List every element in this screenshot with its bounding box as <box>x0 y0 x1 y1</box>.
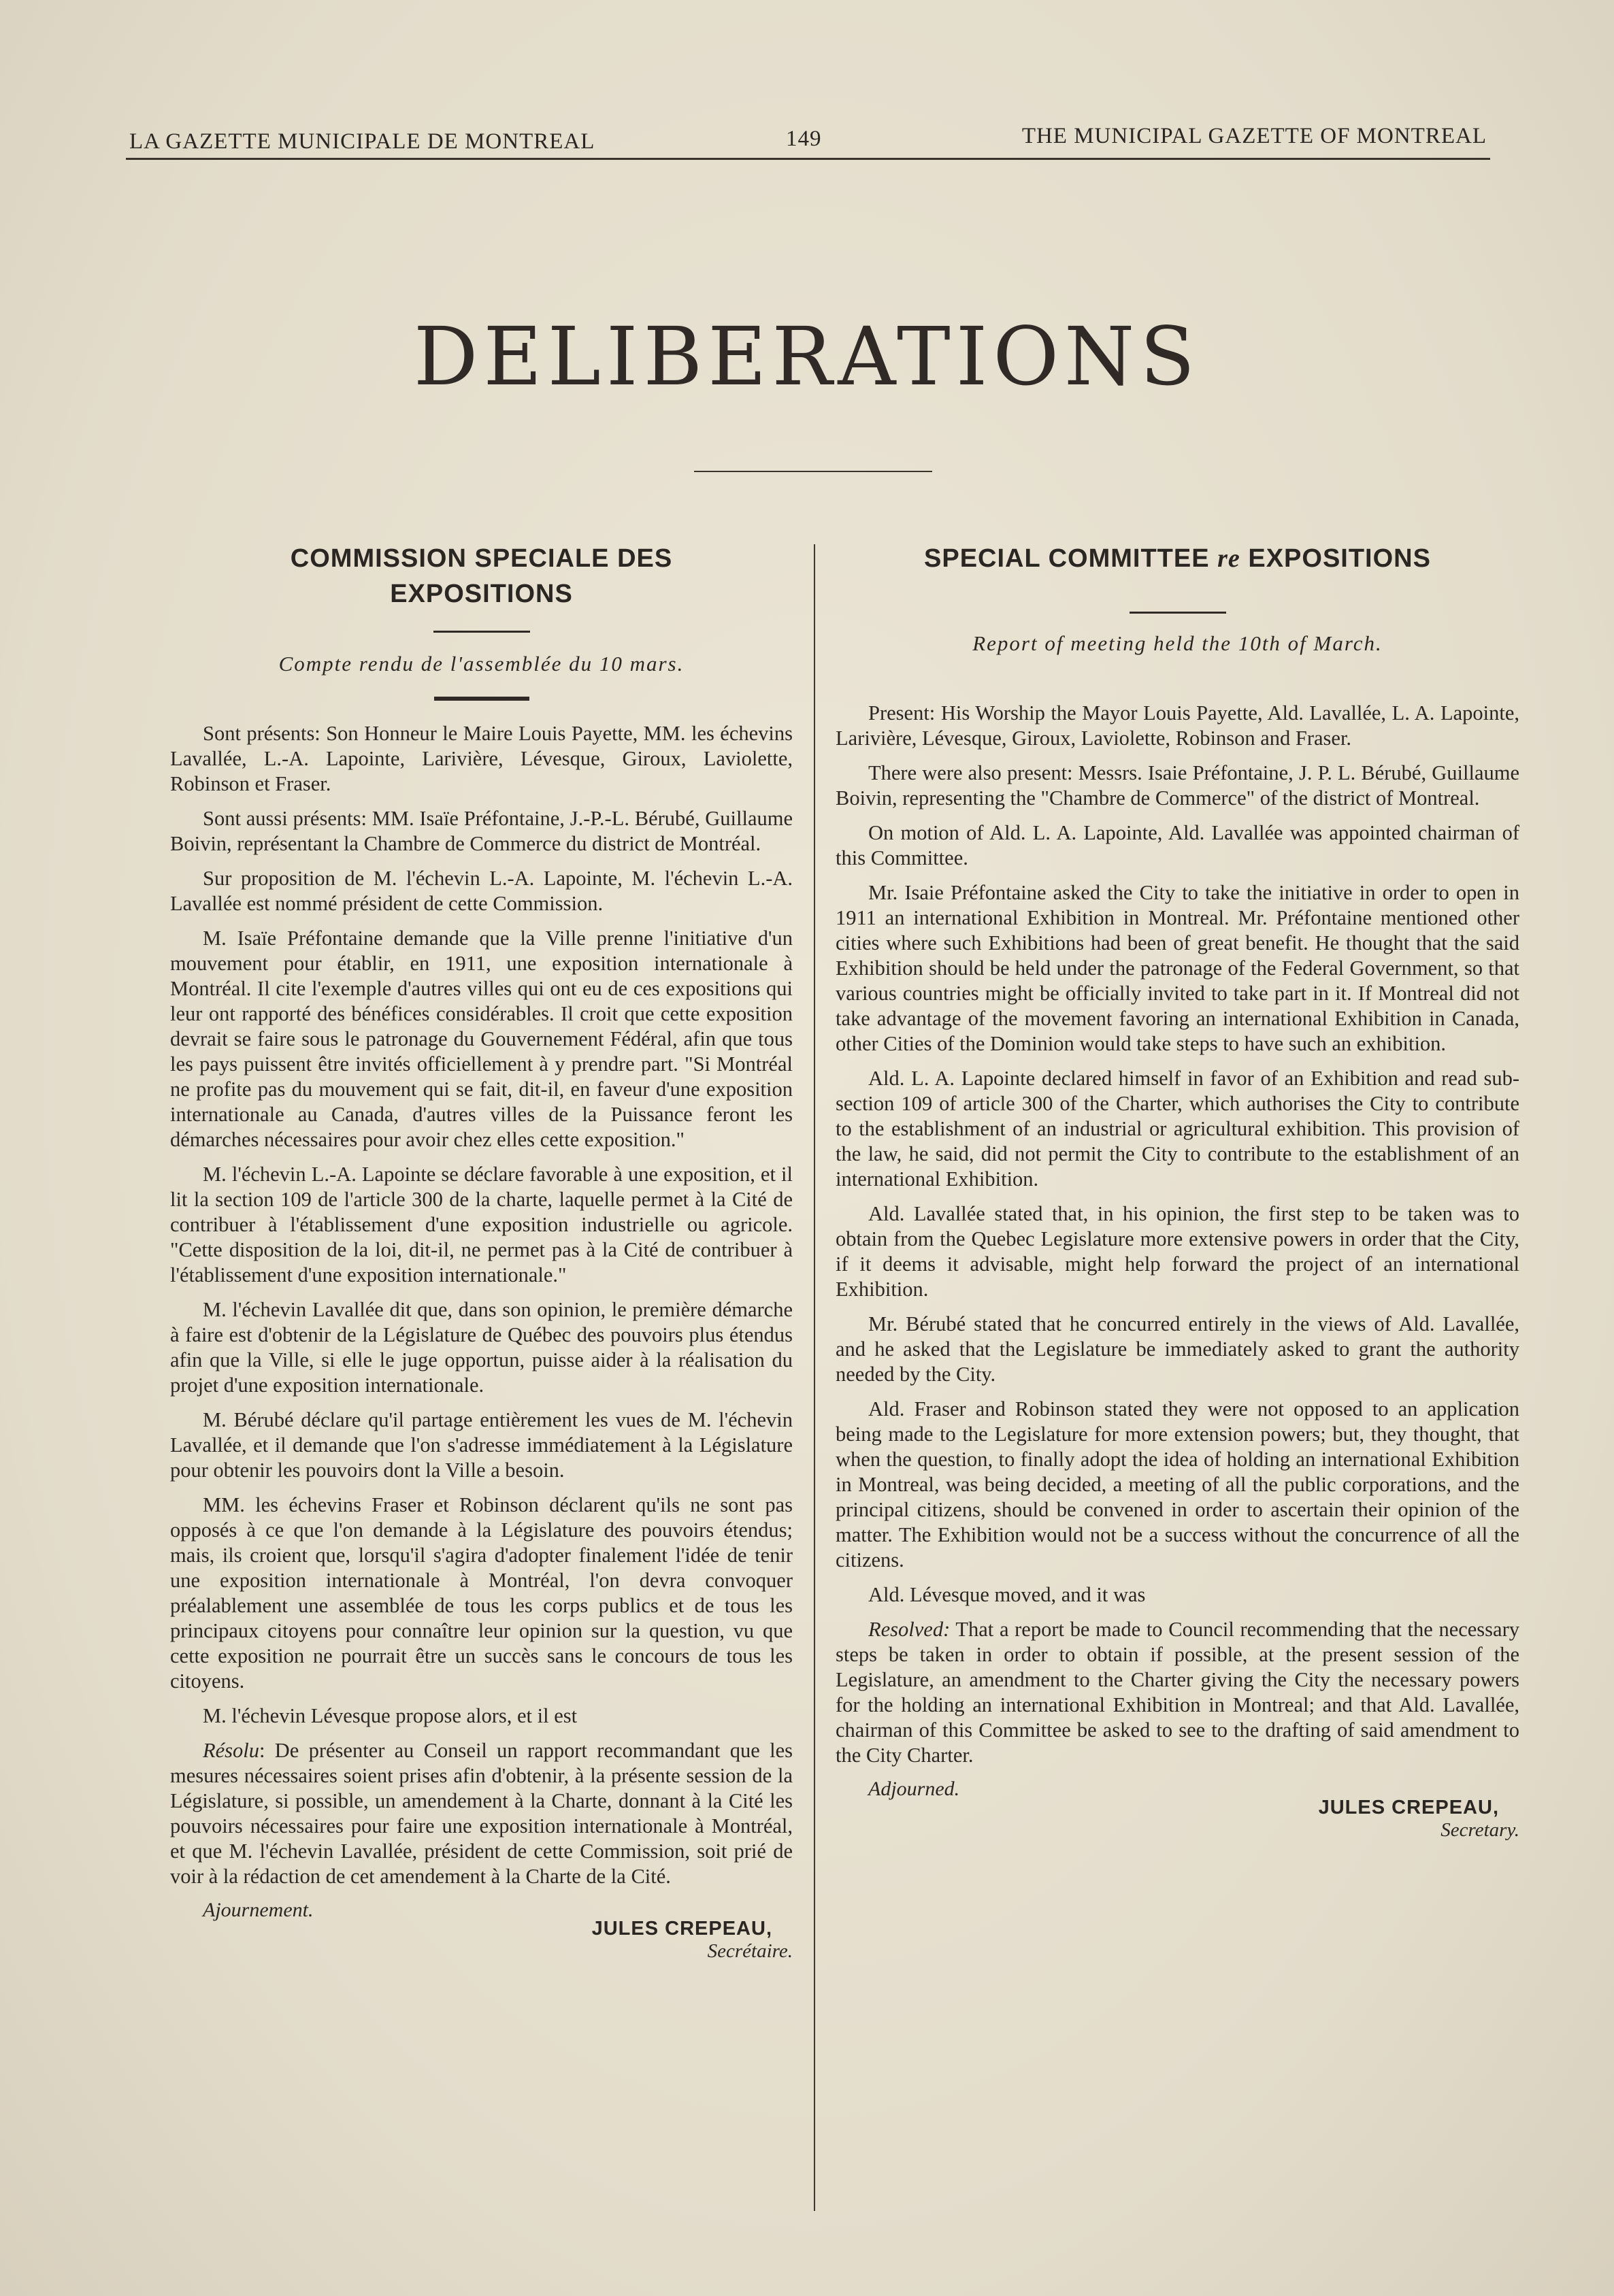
english-adjourned: Adjourned. <box>868 1778 960 1800</box>
column-divider <box>814 544 815 2211</box>
page-number: 149 <box>786 127 822 151</box>
french-subtitle-rule <box>434 697 529 701</box>
french-signature-role: Secrétaire. <box>707 1940 793 1962</box>
english-title-re: re <box>1217 544 1240 573</box>
masthead-rule <box>694 471 932 472</box>
english-body <box>836 701 1519 1768</box>
english-paragraph: Mr. Isaie Préfontaine asked the City to take the initiative in order to open in 1911 an international Exhibition in Montreal. Mr. Préfontaine mentioned other cities where such Exhibitions had been of great benefit. He thought that the said Exhibition should be held under the patronage of the Federal Government, so that various countries might be officially invited to take part in it. If Montreal did not take advantage of the movement favoring an international Exhibition in Canada, other Cities of the Dominion would take steps to have such an exhibition. <box>836 881 1519 1055</box>
english-paragraph: Ald. L. A. Lapointe declared himself in favor of an Exhibition and read sub-section 109 of article 300 of the Charter, which authorises the City to contribute to the establishment of an industrial or agricultural exhibition. This provision of the law, he said, did not permit the City to contribute to the establishment of an international Exhibition. <box>836 1067 1519 1191</box>
english-paragraph: There were also present: Messrs. Isaie Préfontaine, J. P. L. Bérubé, Guillaume Boivin, representing the "Chambre de Commerce" of the district of Montreal. <box>836 761 1519 810</box>
french-paragraph: M. l'échevin Lévesque propose alors, et il est <box>203 1704 578 1727</box>
english-paragraph: On motion of Ald. L. A. Lapointe, Ald. Lavallée was appointed chairman of this Committee. <box>836 821 1519 869</box>
french-paragraph: M. Bérubé déclare qu'il partage entièrement les vues de M. l'échevin Lavallée, et il demande que l'on s'adresse immédiatement à la Législature pour obtenir les pouvoirs dont la Ville a besoin. <box>170 1408 793 1482</box>
english-paragraph: Ald. Lavallée stated that, in his opinion, the first step to be taken was to obtain from the Quebec Legislature more extensive powers in order that the City, if it deems it advisable, might help forward the project of an international Exhibition. <box>836 1202 1519 1301</box>
english-resolution <box>836 1617 1519 1768</box>
header-rule <box>126 158 1490 160</box>
english-title-end: EXPOSITIONS <box>1248 544 1431 573</box>
french-body <box>170 721 793 1889</box>
french-resolution <box>170 1738 793 1889</box>
section-masthead: DELIBERATIONS <box>413 310 1201 403</box>
english-column <box>836 541 1519 1842</box>
english-title-rule <box>1130 612 1226 614</box>
english-spacer <box>836 656 1519 701</box>
page-header <box>129 124 1487 158</box>
french-signature-name: JULES CREPEAU, <box>591 1918 772 1940</box>
french-title <box>170 541 793 612</box>
english-paragraph: Present: His Worship the Mayor Louis Payette, Ald. Lavallée, L. A. Lapointe, Larivière, Lévesque, Giroux, Laviolette, Robinson and Fraser. <box>836 701 1519 750</box>
french-title-line1: COMMISSION SPECIALE DES <box>290 544 673 573</box>
french-subtitle: Compte rendu de l'assemblée du 10 mars. <box>278 652 685 676</box>
french-adjourned: Ajournement. <box>203 1899 314 1921</box>
french-title-line2: EXPOSITIONS <box>390 580 573 608</box>
french-title-rule <box>433 631 530 633</box>
french-paragraph: M. l'échevin Lavallée dit que, dans son opinion, le première démarche à faire est d'obtenir de la Législature de Québec des pouvoirs plus étendus afin que la Ville, si elle le juge opportun, puisse aider à la réalisation du projet d'une exposition internationale. <box>170 1298 793 1397</box>
french-paragraph: MM. les échevins Fraser et Robinson déclarent qu'ils ne sont pas opposés à ce que l'on demande à la Législature des pouvoirs étendus; mais, ils croient que, lorsqu'il s'agira d'adopter finalement l'idée de tenir une exposition internationale à Montréal, l'on devra convoquer préalablement une assemblée de tous les corps publics et de tous les principaux citoyens pour connaître leur opinion sur la question, vu que cette exposition ne pourrait être un succès sans le concours de tous les citoyens. <box>170 1493 793 1693</box>
french-paragraph: Sont aussi présents: MM. Isaïe Préfontaine, J.-P.-L. Bérubé, Guillaume Boivin, représentant la Chambre de Commerce du district de Montréal. <box>170 807 793 855</box>
french-paragraph: M. l'échevin L.-A. Lapointe se déclare favorable à une exposition, et il lit la section 109 de l'article 300 de la charte, laquelle permet à la Cité de contribuer à l'établissement d'une exposition industrielle ou agricole. "Cette disposition de la loi, dit-il, ne permet pas à la Cité de contribuer à l'établissement d'une exposition internationale." <box>170 1163 793 1286</box>
english-paragraph: Ald. Lévesque moved, and it was <box>868 1583 1146 1606</box>
header-left-title: LA GAZETTE MUNICIPALE DE MONTREAL <box>129 129 595 154</box>
header-right-title: THE MUNICIPAL GAZETTE OF MONTREAL <box>1021 124 1487 148</box>
french-paragraph: Sur proposition de M. l'échevin L.-A. Lapointe, M. l'échevin L.-A. Lavallée est nommé président de cette Commission. <box>170 867 793 915</box>
french-column <box>170 541 793 1963</box>
english-subtitle: Report of meeting held the 10th of March. <box>972 631 1383 655</box>
english-signature-role: Secretary. <box>1440 1819 1519 1841</box>
french-paragraph: Sont présents: Son Honneur le Maire Louis Payette, MM. les échevins Lavallée, L.-A. Lapointe, Larivière, Lévesque, Giroux, Laviolette, Robinson et Fraser. <box>170 722 793 795</box>
english-title-main: SPECIAL COMMITTEE <box>924 544 1210 573</box>
french-resolved-text: : De présenter au Conseil un rapport recommandant que les mesures nécessaires soient prises afin d'obtenir, à la présente session de la Législature, si possible, un amendement à la Charte, donnant à la Cité les pouvoirs nécessaires pour faire une exposition internationale à Montréal, et que M. l'échevin Lavallée, président de cette Commission, soit prié de voir à la rédaction de cet amendement à la Charte de la Cité. <box>170 1739 793 1888</box>
english-title <box>836 541 1519 576</box>
french-resolved-label: Résolu <box>203 1739 260 1762</box>
french-paragraph: M. Isaïe Préfontaine demande que la Ville prenne l'initiative d'un mouvement pour établir, en 1911, une exposition internationale à Montréal. Il cite l'exemple d'autres villes qui ont eu de ces expositions qui leur ont rapporté des bénéfices considérables. Il croit que cette exposition devrait se faire sous le patronage du Gouvernement Fédéral, afin que tous les pays puissent être invités officiellement à y prendre part. "Si Montréal ne profite pas du mouvement qui se fait, dit-il, en faveur d'une exposition internationale au Canada, d'autres villes de la Puissance feront les démarches nécessaires pour avoir chez elles cette exposition." <box>170 927 793 1151</box>
english-signature-name: JULES CREPEAU, <box>1318 1797 1499 1818</box>
english-paragraph: Ald. Fraser and Robinson stated they were not opposed to an application being made to the Legislature for more extension powers; but, they thought, that when the question, to finally adopt the idea of holding an international Exhibition in Montreal, was being decided, a meeting of all the public corporations, and the principal citizens, should be convened in order to ascertain their opinion of the matter. The Exhibition would not be a success without the concurrence of all the citizens. <box>836 1397 1519 1571</box>
english-paragraph: Mr. Bérubé stated that he concurred entirely in the views of Ald. Lavallée, and he asked that the Legislature be immediately asked to grant the authority needed by the City. <box>836 1312 1519 1386</box>
english-resolved-label: Resolved: <box>868 1618 951 1641</box>
english-resolved-text: That a report be made to Council recommending that the necessary steps be taken in order to obtain if possible, at the present session of the Legislature, an amendment to the Charter giving the City the necessary powers for the holding an international Exhibition in Montreal; and that Ald. Lavallée, chairman of this Committee be asked to see to the drafting of said amendment to the City Charter. <box>836 1618 1519 1767</box>
